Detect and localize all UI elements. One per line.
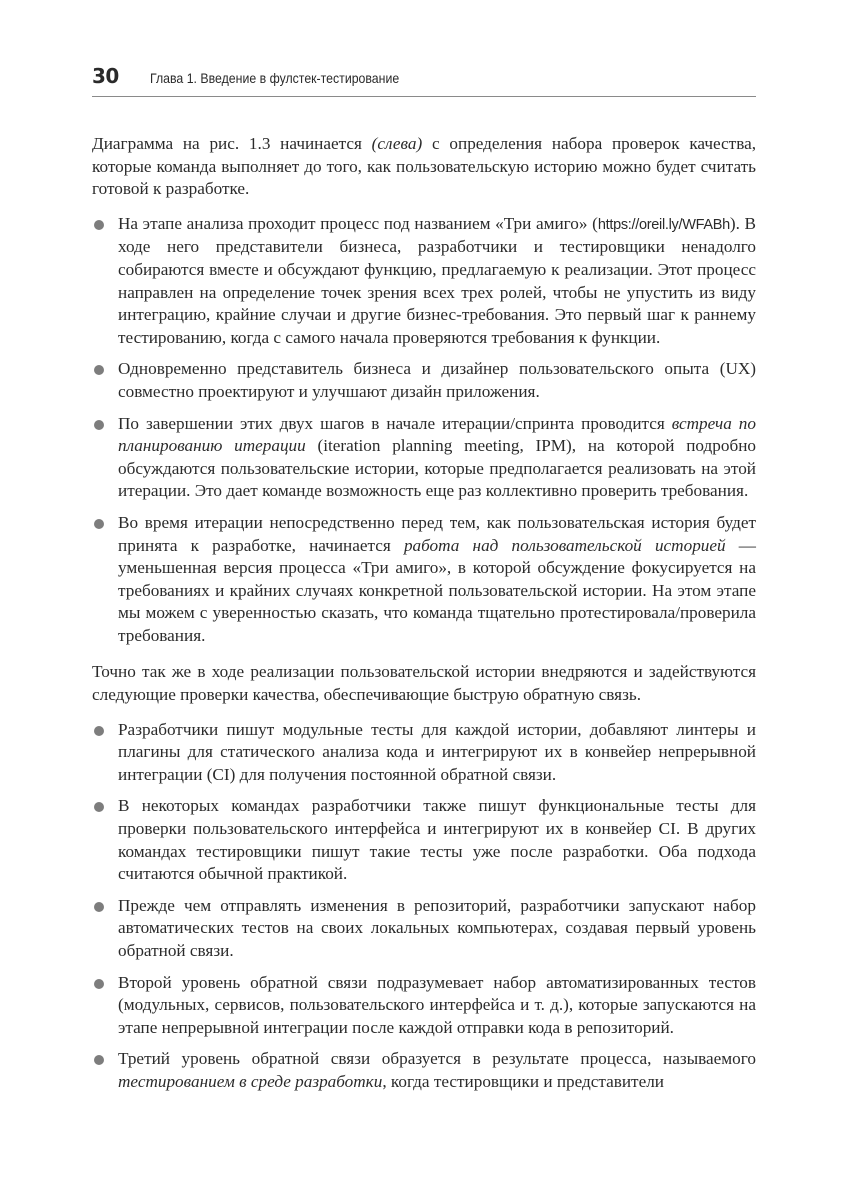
text-run: Диаграмма на рис. 1.3 начинается [92,134,372,153]
feedback-checks-list [92,719,756,1094]
list-item [92,972,756,1040]
list-item [92,719,756,787]
list-item [92,1048,756,1093]
text-run: — уменьшенная версия процесса «Три амиго», в которой обсуждение фокусируется на требованиях и крайних случаях конкретной пользовательской истории. На этом этапе мы можем с уверенностью сказать, что команда тщательно протестировала/проверила требования. [118,535,756,645]
text-run: Второй уровень обратной связи подразумевает набор автоматизированных тестов (модульных, сервисов, пользовательского интерфейса и т. д.), которые запускаются на этапе непрерывной интеграции после каждой отправки кода в репозиторий. [118,972,756,1037]
list-item [92,512,756,648]
bullet-icon [94,726,104,736]
bullet-icon [94,902,104,912]
intro-paragraph [92,133,756,201]
analysis-stage-list [92,213,756,648]
text-run: с определения набора проверок качества, которые команда выполняет до того, как пользовательскую историю можно будет считать готовой к разработке. [92,134,757,199]
text-run: (iteration planning meeting, IPM), на которой подробно обсуждаются пользовательские истории, которые предполагается реализовать на этой итерации. Это дает команде возможность еще раз коллективно проверить требования. [118,436,757,501]
bullet-icon [94,802,104,812]
text-run: По завершении этих двух шагов в начале итерации/спринта проводится [118,413,672,433]
text-run: В некоторых командах разработчики также пишут функциональные тесты для проверки пользовательского интерфейса и интегрируют их в конвейер CI. В других командах тестировщики пишут такие тесты уже после разработки. Оба подхода считаются обычной практикой. [118,796,756,884]
text-run: Прежде чем отправлять изменения в репозиторий, разработчики запускают набор автоматических тестов на своих локальных компьютерах, создавая первый уровень обратной связи. [118,895,756,960]
emphasis: (слева) [371,134,423,153]
text-run: Третий уровень обратной связи образуется в результате процесса, называемого [118,1049,756,1069]
body-text [92,133,756,1094]
bullet-icon [94,220,104,230]
list-item [92,413,756,503]
book-page [92,64,756,1108]
chapter-title: Глава 1. Введение в фулстек-тестирование [150,70,400,86]
text-run: , когда тестировщики и представители [382,1071,664,1091]
text-run: Разработчики пишут модульные тесты для каждой истории, добавляют линтеры и плагины для статического анализа кода и интегрируют их в конвейер непрерывной интеграции (CI) для получения постоянной обратной связи. [118,719,756,784]
emphasis: встреча по планированию итерации [118,413,756,456]
middle-paragraph: Точно так же в ходе реализации пользовательской истории внедряются и задействуются следующие проверки качества, обеспечивающие быструю обратную связь. [92,662,756,705]
three-amigos-link[interactable]: https://oreil.ly/WFABh [597,216,730,233]
list-item [92,213,756,350]
text-run: На этапе анализа проходит процесс под названием «Три амиго» ( [118,213,598,233]
bullet-icon [94,365,104,375]
page-number: 30 [92,64,119,88]
emphasis: работа над пользовательской историей [403,535,726,555]
text-run: ). В ходе него представители бизнеса, разработчики и тестировщики ненадолго собираются вместе и обсуждают функцию, предлагаемую к реализации. Этот процесс направлен на определение точек зрения всех трех ролей, чтобы не упустить из виду интеграцию, крайние случаи и другие бизнес-требования. Это первый шаг к раннему тестированию, когда с самого начала проверяются требования к функции. [118,213,757,347]
bullet-icon [94,979,104,989]
running-header [92,64,756,97]
text-run: Во время итерации непосредственно перед тем, как пользовательская история будет принята к разработке, начинается [118,512,756,555]
emphasis: тестированием в среде разработки [118,1071,383,1091]
list-item [92,795,756,885]
bullet-icon [94,420,104,430]
bullet-icon [94,1055,104,1065]
text-run: Одновременно представитель бизнеса и дизайнер пользовательского опыта (UX) совместно проектируют и улучшают дизайн приложения. [118,359,756,401]
list-item [92,358,756,403]
list-item [92,895,756,963]
bullet-icon [94,519,104,529]
